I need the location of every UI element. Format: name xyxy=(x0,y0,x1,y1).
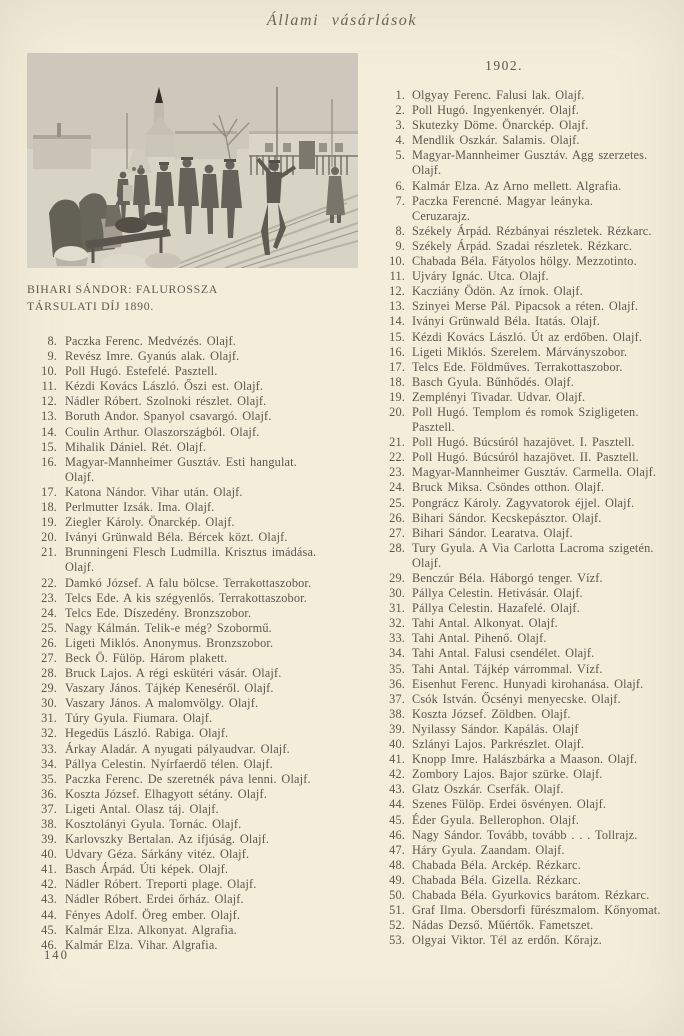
item-text: Chabada Béla. Fátyolos hölgy. Mezzotinto. xyxy=(412,254,637,269)
item-text: Graf Ilma. Obersdorfi fűrészmalom. Kőnyomat. xyxy=(412,903,661,918)
figure-caption-line: TÁRSULATI DÍJ 1890. xyxy=(27,299,155,313)
item-number: 9. xyxy=(47,349,57,364)
item-number: 14. xyxy=(389,314,405,329)
list-item xyxy=(27,545,358,575)
item-number: 8. xyxy=(395,223,405,238)
list-item xyxy=(27,711,358,726)
purchase-list-left xyxy=(27,334,358,953)
item-number: 37. xyxy=(41,801,57,816)
item-text: Pongrácz Károly. Zagyvatorok éjjel. Olajf. xyxy=(412,495,635,510)
item-number: 19. xyxy=(41,515,57,530)
item-text: Szinyei Merse Pál. Pipacsok a réten. Olajf. xyxy=(412,299,639,314)
item-number: 10. xyxy=(41,364,57,379)
item-text: Kézdi Kovács László. Út az erdőben. Olajf. xyxy=(412,329,643,344)
item-text: Nádler Róbert. Erdei őrház. Olajf. xyxy=(65,892,244,907)
item-number: 39. xyxy=(389,721,405,736)
item-number: 29. xyxy=(41,681,57,696)
list-item xyxy=(27,334,358,349)
item-number: 2. xyxy=(395,103,405,118)
list-item xyxy=(384,465,681,480)
item-number: 27. xyxy=(389,525,405,540)
painting-reproduction xyxy=(27,53,358,268)
item-text: Árkay Aladár. A nyugati pályaudvar. Olajf. xyxy=(65,741,290,756)
item-text: Bruck Miksa. Csöndes otthon. Olajf. xyxy=(412,480,604,495)
list-item xyxy=(384,269,681,284)
list-item xyxy=(384,103,681,118)
item-text: Ujváry Ignác. Utca. Olajf. xyxy=(412,269,549,284)
item-text: Tahi Antal. Tájkép várrommal. Vízf. xyxy=(412,661,603,676)
item-text: Éder Gyula. Bellerophon. Olajf. xyxy=(412,812,579,827)
list-item xyxy=(384,133,681,148)
item-text: Bihari Sándor. Kecskepásztor. Olajf. xyxy=(412,510,602,525)
list-item xyxy=(384,345,681,360)
item-number: 16. xyxy=(41,454,57,469)
list-item xyxy=(384,692,681,707)
list-item xyxy=(27,651,358,666)
list-item xyxy=(27,877,358,892)
item-number: 42. xyxy=(389,767,405,782)
item-text: Poll Hugó. Búcsúról hazajövet. I. Pasztell. xyxy=(412,435,635,450)
item-number: 36. xyxy=(41,786,57,801)
item-text: Karlovszky Bertalan. Az ifjúság. Olajf. xyxy=(65,832,270,847)
item-number: 14. xyxy=(41,424,57,439)
item-number: 28. xyxy=(41,666,57,681)
item-text: Beck Ö. Fülöp. Három plakett. xyxy=(65,650,228,665)
item-number: 6. xyxy=(395,178,405,193)
list-item xyxy=(384,330,681,345)
item-number: 22. xyxy=(41,575,57,590)
list-item xyxy=(27,908,358,923)
list-item xyxy=(27,726,358,741)
item-text: Chabada Béla. Gyurkovics barátom. Rézkarc. xyxy=(412,887,650,902)
list-item xyxy=(27,802,358,817)
list-item xyxy=(384,737,681,752)
item-text: Ligeti Antal. Olasz táj. Olajf. xyxy=(65,801,219,816)
item-number: 53. xyxy=(389,933,405,948)
item-number: 19. xyxy=(389,389,405,404)
item-text: Iványi Grünwald Béla. Itatás. Olajf. xyxy=(412,314,600,329)
list-item xyxy=(384,526,681,541)
list-item xyxy=(27,591,358,606)
item-number: 43. xyxy=(389,782,405,797)
list-item xyxy=(384,88,681,103)
year-heading: 1902. xyxy=(485,58,523,73)
item-number: 36. xyxy=(389,676,405,691)
list-item xyxy=(27,862,358,877)
item-text: Nagy Sándor. Tovább, tovább . . . Tollrajz. xyxy=(412,827,638,842)
item-number: 38. xyxy=(389,706,405,721)
list-item xyxy=(384,918,681,933)
item-number: 10. xyxy=(389,254,405,269)
item-number: 15. xyxy=(389,329,405,344)
list-item xyxy=(27,621,358,636)
item-number: 37. xyxy=(389,691,405,706)
item-number: 28. xyxy=(389,540,405,555)
item-text: Székely Árpád. Szadai részletek. Rézkarc. xyxy=(412,238,633,253)
list-item xyxy=(384,646,681,661)
item-number: 45. xyxy=(389,812,405,827)
list-item xyxy=(384,148,681,178)
list-item xyxy=(27,696,358,711)
item-number: 52. xyxy=(389,918,405,933)
list-item xyxy=(27,425,358,440)
item-number: 31. xyxy=(41,711,57,726)
item-number: 30. xyxy=(41,696,57,711)
item-text: Magyar-Mannheimer Gusztáv. Agg szerzetes. Olajf. xyxy=(412,148,648,178)
item-text: Poll Hugó. Templom és romok Szigligeten. Pasztell. xyxy=(412,404,639,435)
list-item xyxy=(384,496,681,511)
item-text: Ziegler Károly. Önarckép. Olajf. xyxy=(65,515,235,530)
item-text: Koszta József. Zöldben. Olajf. xyxy=(412,706,571,721)
item-text: Nagy Kálmán. Telik-e még? Szobormű. xyxy=(65,620,272,635)
item-text: Telcs Ede. A kis szégyenlős. Terrakottaszobor. xyxy=(65,590,307,605)
item-number: 51. xyxy=(389,903,405,918)
list-item xyxy=(384,254,681,269)
item-text: Kosztolányi Gyula. Tornác. Olajf. xyxy=(65,817,242,831)
list-item xyxy=(27,787,358,802)
item-text: Katona Nándor. Vihar után. Olajf. xyxy=(65,484,243,499)
list-item xyxy=(384,360,681,375)
list-item xyxy=(384,903,681,918)
figure-caption-line: BIHARI SÁNDOR: FALUROSSZA xyxy=(27,282,218,296)
list-item xyxy=(384,405,681,435)
list-item xyxy=(384,752,681,767)
item-text: Eisenhut Ferenc. Hunyadi kirohanása. Olajf. xyxy=(412,676,644,691)
item-number: 42. xyxy=(41,877,57,892)
item-text: Zombory Lajos. Bajor szürke. Olajf. xyxy=(412,767,603,782)
list-item xyxy=(27,892,358,907)
item-text: Knopp Imre. Halászbárka a Maason. Olajf. xyxy=(412,752,638,767)
right-column xyxy=(384,50,681,948)
item-text: Damkó József. A falu bölcse. Terrakottaszobor. xyxy=(65,575,312,590)
list-item xyxy=(27,364,358,379)
item-text: Székely Árpád. Rézbányai részletek. Rézkarc. xyxy=(412,223,652,238)
item-number: 12. xyxy=(389,284,405,299)
item-text: Coulin Arthur. Olaszországból. Olajf. xyxy=(65,424,260,439)
item-number: 44. xyxy=(389,797,405,812)
list-item xyxy=(384,722,681,737)
list-item xyxy=(27,757,358,772)
item-number: 39. xyxy=(41,832,57,847)
item-number: 35. xyxy=(389,661,405,676)
list-item xyxy=(384,450,681,465)
list-item xyxy=(384,571,681,586)
item-text: Bihari Sándor. Learatva. Olajf. xyxy=(412,525,573,540)
list-item xyxy=(384,284,681,299)
item-number: 24. xyxy=(41,605,57,620)
item-number: 47. xyxy=(389,842,405,857)
item-text: Magyar-Mannheimer Gusztáv. Carmella. Olajf. xyxy=(412,465,657,480)
item-number: 25. xyxy=(389,495,405,510)
item-text: Kézdi Kovács László. Őszi est. Olajf. xyxy=(65,379,264,394)
list-item xyxy=(384,616,681,631)
list-item xyxy=(384,224,681,239)
item-number: 17. xyxy=(389,359,405,374)
item-text: Mendlik Oszkár. Salamis. Olajf. xyxy=(412,133,580,148)
item-number: 40. xyxy=(389,737,405,752)
item-text: Nyilassy Sándor. Kapálás. Olajf xyxy=(412,721,579,736)
item-number: 49. xyxy=(389,872,405,887)
figure-caption xyxy=(27,281,358,315)
item-number: 32. xyxy=(41,726,57,741)
item-number: 18. xyxy=(389,374,405,389)
item-text: Benczúr Béla. Háborgó tenger. Vízf. xyxy=(412,571,603,585)
item-number: 13. xyxy=(389,299,405,314)
item-number: 33. xyxy=(389,631,405,646)
item-number: 34. xyxy=(41,756,57,771)
item-number: 25. xyxy=(41,620,57,635)
item-text: Háry Gyula. Zaandam. Olajf. xyxy=(412,842,565,857)
item-number: 8. xyxy=(47,334,57,348)
list-item xyxy=(384,179,681,194)
list-item xyxy=(384,480,681,495)
item-text: Kalmár Elza. Az Arno mellett. Algrafia. xyxy=(412,178,622,193)
item-number: 23. xyxy=(389,465,405,480)
item-number: 35. xyxy=(41,771,57,786)
item-text: Telcs Ede. Földműves. Terrakottaszobor. xyxy=(412,359,623,374)
item-number: 24. xyxy=(389,480,405,495)
item-text: Skutezky Döme. Önarckép. Olajf. xyxy=(412,118,589,133)
item-text: Hegedüs László. Rabiga. Olajf. xyxy=(65,726,229,741)
item-text: Boruth Andor. Spanyol csavargó. Olajf. xyxy=(65,409,272,424)
item-text: Glatz Oszkár. Cserfák. Olajf. xyxy=(412,782,564,797)
list-item xyxy=(384,586,681,601)
item-text: Basch Gyula. Bűnhődés. Olajf. xyxy=(412,374,574,389)
item-text: Iványi Grünwald Béla. Bércek közt. Olajf. xyxy=(65,530,288,545)
list-item xyxy=(384,601,681,616)
list-item xyxy=(384,858,681,873)
item-number: 13. xyxy=(41,409,57,424)
item-number: 17. xyxy=(41,484,57,499)
list-item xyxy=(384,194,681,224)
item-text: Magyar-Mannheimer Gusztáv. Esti hangulat. Olajf. xyxy=(65,454,297,484)
item-text: Poll Hugó. Ingyenkenyér. Olajf. xyxy=(412,103,579,118)
item-text: Kalmár Elza. Vihar. Algrafia. xyxy=(65,937,218,952)
page-title: Állami vásárlások xyxy=(266,12,418,29)
item-number: 41. xyxy=(389,752,405,767)
item-text: Pállya Celestin. Hazafelé. Olajf. xyxy=(412,601,580,616)
item-text: Perlmutter Izsák. Ima. Olajf. xyxy=(65,500,215,515)
item-text: Nádler Róbert. Szolnoki részlet. Olajf. xyxy=(65,394,267,409)
item-text: Olgyai Viktor. Tél az erdőn. Kőrajz. xyxy=(412,933,602,948)
item-number: 31. xyxy=(389,601,405,616)
item-text: Paczka Ferenc. Medvézés. Olajf. xyxy=(65,334,236,348)
item-text: Kalmár Elza. Alkonyat. Algrafia. xyxy=(65,922,237,937)
list-item xyxy=(27,772,358,787)
list-item xyxy=(384,797,681,812)
item-number: 30. xyxy=(389,586,405,601)
item-text: Olgyay Ferenc. Falusi lak. Olajf. xyxy=(412,88,585,102)
item-text: Paczka Ferenc. De szeretnék páva lenni. Olajf. xyxy=(65,771,311,786)
item-number: 11. xyxy=(389,269,405,284)
item-number: 5. xyxy=(395,148,405,163)
item-text: Tury Gyula. A Via Carlotta Lacroma szigetén. Olajf. xyxy=(412,540,654,570)
item-number: 21. xyxy=(389,435,405,450)
item-number: 15. xyxy=(41,439,57,454)
list-item xyxy=(27,666,358,681)
list-item xyxy=(27,606,358,621)
list-item xyxy=(384,933,681,948)
list-item xyxy=(384,239,681,254)
item-text: Nádas Dezső. Műértők. Fametszet. xyxy=(412,918,594,933)
list-item xyxy=(384,314,681,329)
item-number: 20. xyxy=(41,530,57,545)
item-text: Fényes Adolf. Öreg ember. Olajf. xyxy=(65,907,241,922)
item-number: 45. xyxy=(41,922,57,937)
item-text: Tahi Antal. Alkonyat. Olajf. xyxy=(412,616,558,631)
item-number: 41. xyxy=(41,862,57,877)
item-text: Tahi Antal. Pihenő. Olajf. xyxy=(412,631,547,646)
item-text: Udvary Géza. Sárkány vitéz. Olajf. xyxy=(65,847,250,862)
list-item xyxy=(27,349,358,364)
item-number: 3. xyxy=(395,118,405,133)
item-number: 38. xyxy=(41,817,57,831)
list-item xyxy=(27,742,358,757)
list-item xyxy=(27,500,358,515)
list-item xyxy=(384,828,681,843)
list-item xyxy=(27,530,358,545)
item-number: 48. xyxy=(389,857,405,872)
item-text: Tahi Antal. Falusi csendélet. Olajf. xyxy=(412,646,595,661)
item-number: 22. xyxy=(389,450,405,465)
item-number: 1. xyxy=(395,88,405,102)
left-column xyxy=(27,53,358,953)
list-item xyxy=(27,636,358,651)
list-item xyxy=(27,832,358,847)
page-number: 140 xyxy=(44,948,69,962)
list-item xyxy=(27,515,358,530)
item-text: Pállya Celestin. Nyírfaerdő télen. Olajf. xyxy=(65,756,273,771)
list-item xyxy=(384,813,681,828)
item-number: 11. xyxy=(41,379,57,394)
list-item xyxy=(27,394,358,409)
item-text: Kacziány Ödön. Az írnok. Olajf. xyxy=(412,284,583,299)
item-number: 43. xyxy=(41,892,57,907)
item-number: 33. xyxy=(41,741,57,756)
item-text: Koszta József. Elhagyott sétány. Olajf. xyxy=(65,786,267,801)
list-item xyxy=(27,440,358,455)
list-item xyxy=(384,843,681,858)
list-item xyxy=(384,118,681,133)
item-number: 26. xyxy=(389,510,405,525)
list-item xyxy=(384,873,681,888)
list-item xyxy=(384,631,681,646)
item-text: Revész Imre. Gyanús alak. Olajf. xyxy=(65,349,240,364)
item-text: Chabada Béla. Arckép. Rézkarc. xyxy=(412,857,581,872)
item-number: 46. xyxy=(41,937,57,952)
item-text: Poll Hugó. Estefelé. Pasztell. xyxy=(65,364,218,379)
item-text: Mihalik Dániel. Rét. Olajf. xyxy=(65,439,207,454)
item-number: 16. xyxy=(389,344,405,359)
item-text: Basch Árpád. Úti képek. Olajf. xyxy=(65,862,229,877)
list-item xyxy=(384,707,681,722)
list-item xyxy=(384,767,681,782)
item-number: 34. xyxy=(389,646,405,661)
list-item xyxy=(27,576,358,591)
item-text: Túry Gyula. Fiumara. Olajf. xyxy=(65,711,213,726)
item-text: Ligeti Miklós. Anonymus. Bronzszobor. xyxy=(65,635,274,650)
item-number: 9. xyxy=(395,238,405,253)
item-text: Csók István. Őcsényi menyecske. Olajf. xyxy=(412,691,621,706)
list-item xyxy=(384,782,681,797)
item-number: 50. xyxy=(389,887,405,902)
list-item xyxy=(384,511,681,526)
item-text: Vaszary János. A malomvölgy. Olajf. xyxy=(65,696,259,711)
item-number: 27. xyxy=(41,650,57,665)
item-number: 18. xyxy=(41,500,57,515)
item-number: 32. xyxy=(389,616,405,631)
item-number: 29. xyxy=(389,571,405,585)
item-text: Vaszary János. Tájkép Keneséről. Olajf. xyxy=(65,681,274,696)
list-item xyxy=(384,541,681,571)
item-text: Szlányi Lajos. Parkrészlet. Olajf. xyxy=(412,737,585,752)
item-text: Chabada Béla. Gizella. Rézkarc. xyxy=(412,872,581,887)
list-item xyxy=(27,923,358,938)
item-text: Paczka Ferencné. Magyar leányka. Ceruzarajz. xyxy=(412,193,594,223)
list-item xyxy=(27,455,358,485)
item-text: Zemplényi Tivadar. Udvar. Olajf. xyxy=(412,389,586,404)
item-text: Poll Hugó. Búcsúról hazajövet. II. Pasztell. xyxy=(412,450,639,465)
list-item xyxy=(384,888,681,903)
list-item xyxy=(384,677,681,692)
item-number: 40. xyxy=(41,847,57,862)
item-text: Nádler Róbert. Treporti plage. Olajf. xyxy=(65,877,257,892)
item-text: Brunningeni Flesch Ludmilla. Krisztus imádása. Olajf. xyxy=(65,545,317,575)
list-item xyxy=(27,681,358,696)
list-item xyxy=(27,938,358,953)
item-text: Pállya Celestin. Hetivásár. Olajf. xyxy=(412,586,583,601)
list-item xyxy=(27,379,358,394)
item-number: 4. xyxy=(395,133,405,148)
item-number: 23. xyxy=(41,590,57,605)
list-item xyxy=(27,847,358,862)
item-text: Szenes Fülöp. Erdei ösvényen. Olajf. xyxy=(412,797,607,812)
list-item xyxy=(384,390,681,405)
item-text: Ligeti Miklós. Szerelem. Márványszobor. xyxy=(412,344,628,359)
list-item xyxy=(384,662,681,677)
list-item xyxy=(384,299,681,314)
list-item xyxy=(384,375,681,390)
list-item xyxy=(384,435,681,450)
item-number: 44. xyxy=(41,907,57,922)
item-number: 20. xyxy=(389,404,405,419)
list-item xyxy=(27,817,358,832)
item-number: 46. xyxy=(389,827,405,842)
list-item xyxy=(27,409,358,424)
list-item xyxy=(27,485,358,500)
item-text: Bruck Lajos. A régi eskütéri vásár. Olajf. xyxy=(65,666,282,681)
purchase-list-right xyxy=(384,88,681,948)
item-number: 21. xyxy=(41,545,57,560)
item-number: 7. xyxy=(395,193,405,208)
item-number: 26. xyxy=(41,635,57,650)
item-number: 12. xyxy=(41,394,57,409)
item-text: Telcs Ede. Díszedény. Bronzszobor. xyxy=(65,605,252,620)
